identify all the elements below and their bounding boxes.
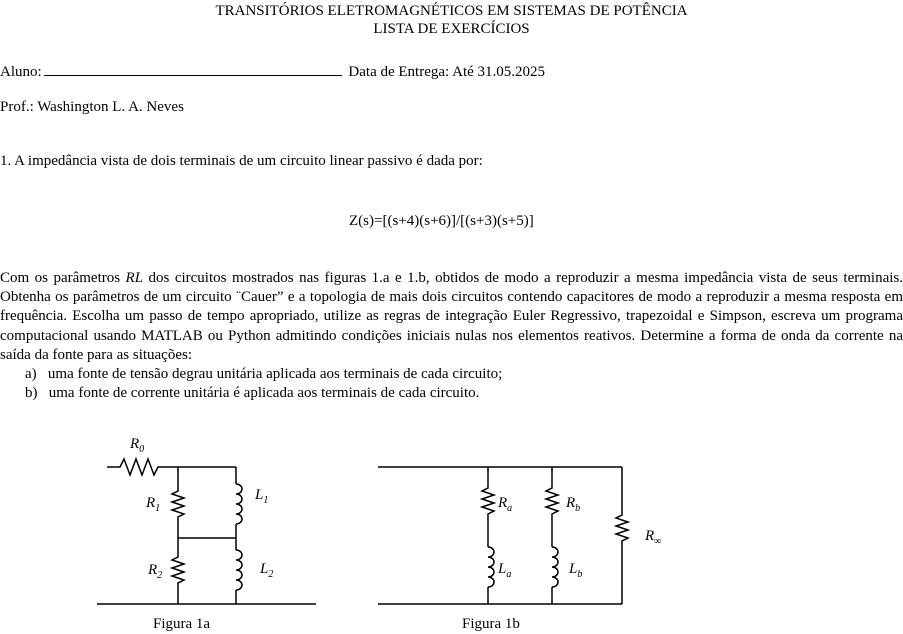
label-r1: $R_1$ <box>146 495 161 514</box>
label-l2: $L_2$ <box>260 561 274 580</box>
list-item: b) uma fonte de corrente unitária é aplicada aos terminais de cada circuito. <box>25 385 480 401</box>
student-label: Aluno: <box>0 64 42 80</box>
resistor-r2 <box>172 538 184 604</box>
impedance-formula: Z(s)=[(s+4)(s+6)]/[(s+3)(s+5)] <box>349 213 534 229</box>
document-subtitle: LISTA DE EXERCÍCIOS <box>373 21 530 37</box>
resistor-r0 <box>107 459 236 475</box>
label-rinf: $R_\infty$ <box>645 528 662 547</box>
inductor-l1 <box>236 484 242 524</box>
caption-figure-1a: Figura 1a <box>153 616 211 632</box>
circuit-fig1b <box>378 467 628 604</box>
inductor-la <box>488 547 494 587</box>
label-lb: $L_b$ <box>569 561 583 580</box>
inductor-l2 <box>236 550 242 590</box>
question-paragraph: Com os parâmetros RL dos circuitos mostrados nas figuras 1.a e 1.b, obtidos de modo a reproduzir a mesma impedância vista de seus terminais. Obtenha os parâmetros de um circuito ¨Cauer” e a topologia de mais dois circuitos contendo capacitores de modo a reproduzir a mesma resposta em frequência. Escolha um passo de tempo apropriado, utilize as regras de integração Euler Regressivo, trapezoidal e Simpson, escreva um programa computacional usando MATLAB ou Python admitindo condições iniciais nulas nos elementos reativos. Determine a forma de onda da corrente na saída da fonte para as situações: <box>0 270 903 363</box>
professor-line: Prof.: Washington L. A. Neves <box>0 99 184 115</box>
resistor-rb <box>546 467 558 547</box>
due-date: Data de Entrega: Até 31.05.2025 <box>348 64 546 80</box>
label-ra: $R_a$ <box>498 495 513 514</box>
rl-term: RL <box>125 270 144 286</box>
label-la: $L_a$ <box>498 561 512 580</box>
label-rb: $R_b$ <box>566 495 581 514</box>
document-title: TRANSITÓRIOS ELETROMAGNÉTICOS EM SISTEMAS DE POTÊNCIA <box>215 3 688 19</box>
inductor-lb <box>552 547 558 587</box>
resistor-r1 <box>172 467 184 538</box>
caption-figure-1b: Figura 1b <box>462 616 520 632</box>
list-item: a) uma fonte de tensão degrau unitária aplicada aos terminais de cada circuito; <box>25 366 503 382</box>
question-intro: 1. A impedância vista de dois terminais de um circuito linear passivo é dada por: <box>0 153 483 169</box>
label-r2: $R_2$ <box>148 562 163 581</box>
resistor-rinf <box>616 467 628 604</box>
circuit-fig1a <box>97 459 316 604</box>
resistor-ra <box>482 467 494 547</box>
label-r0: $R_0$ <box>130 436 145 455</box>
label-l1: $L_1$ <box>255 487 269 506</box>
